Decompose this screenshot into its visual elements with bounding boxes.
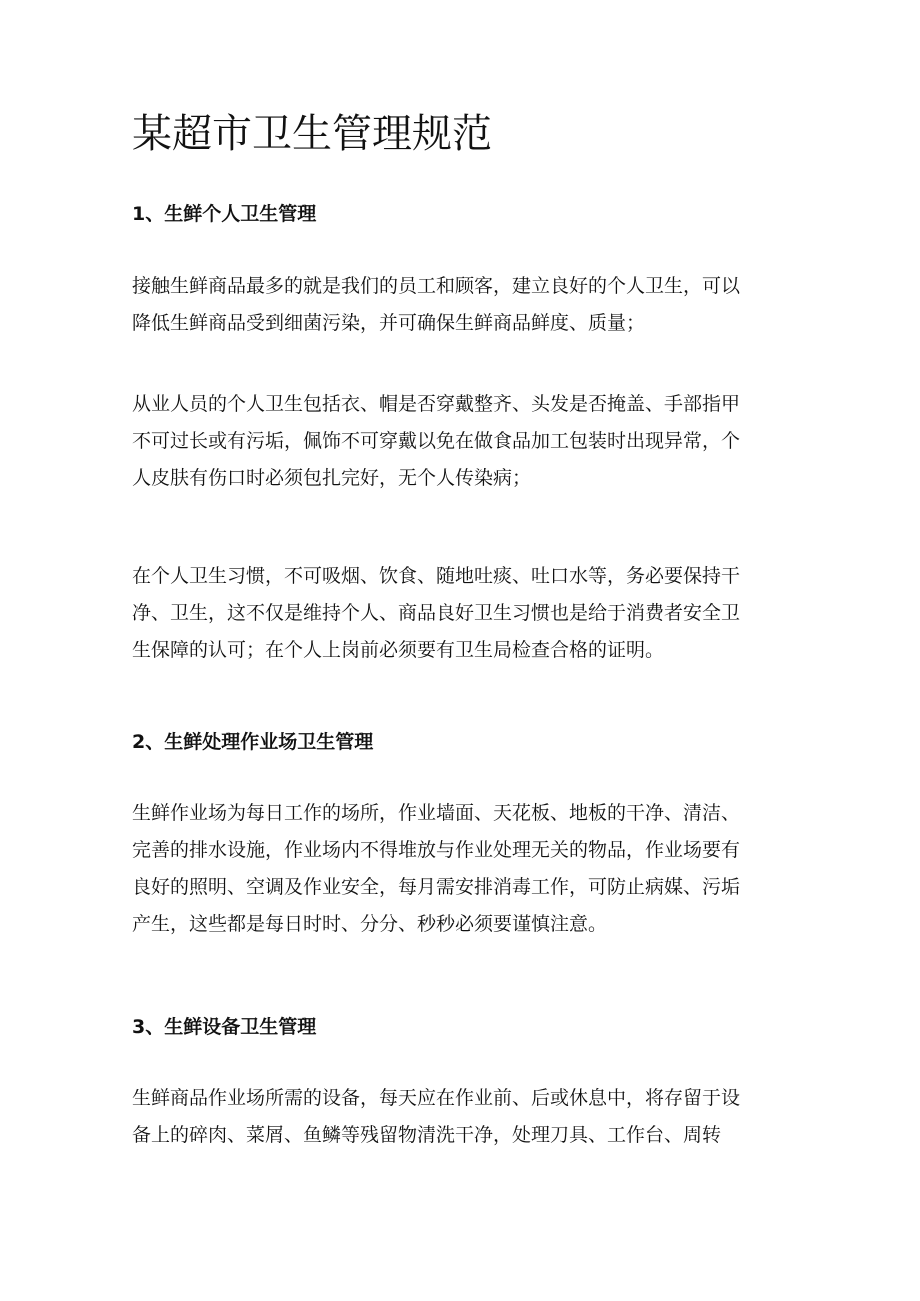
- paragraph: [132, 795, 792, 943]
- paragraph-line: 生鲜作业场为每日工作的场所，作业墙面、天花板、地板的干净、清洁、: [132, 802, 741, 824]
- paragraph-line: 完善的排水设施，作业场内不得堆放与作业处理无关的物品，作业场要有: [132, 839, 741, 861]
- paragraph-line: 净、卫生，这不仅是维持个人、商品良好卫生习惯也是给于消费者安全卫: [132, 602, 741, 624]
- paragraph-line: 生鲜商品作业场所需的设备，每天应在作业前、后或休息中，将存留于设: [132, 1087, 741, 1109]
- paragraph-line: 接触生鲜商品最多的就是我们的员工和顾客，建立良好的个人卫生，可以: [132, 275, 741, 297]
- paragraph-line: 人皮肤有伤口时必须包扎完好，无个人传染病；: [132, 467, 532, 489]
- paragraph-line: 不可过长或有污垢，佩饰不可穿戴以免在做食品加工包装时出现异常，个: [132, 430, 741, 452]
- paragraph-line: 产生，这些都是每日时时、分分、秒秒必须要谨慎注意。: [132, 913, 608, 935]
- paragraph: [132, 268, 792, 342]
- section-heading: 3、生鲜设备卫生管理: [132, 1016, 317, 1038]
- paragraph: [132, 386, 792, 497]
- paragraph-line: 在个人卫生习惯，不可吸烟、饮食、随地吐痰、吐口水等，务必要保持干: [132, 565, 741, 587]
- paragraph-line: 从业人员的个人卫生包括衣、帽是否穿戴整齐、头发是否掩盖、手部指甲: [132, 393, 741, 415]
- paragraph-line: 降低生鲜商品受到细菌污染，并可确保生鲜商品鲜度、质量；: [132, 312, 646, 334]
- paragraph-line: 良好的照明、空调及作业安全，每月需安排消毒工作，可防止病媒、污垢: [132, 876, 741, 898]
- paragraph-line: 生保障的认可；在个人上岗前必须要有卫生局检查合格的证明。: [132, 639, 665, 661]
- section-heading: 1、生鲜个人卫生管理: [132, 203, 317, 225]
- section-heading: 2、生鲜处理作业场卫生管理: [132, 731, 374, 753]
- paragraph: [132, 1080, 792, 1154]
- paragraph-line: 备上的碎肉、菜屑、鱼鳞等残留物清洗干净，处理刀具、工作台、周转: [132, 1124, 722, 1146]
- document-title: 某超市卫生管理规范: [132, 111, 492, 157]
- paragraph: [132, 558, 792, 669]
